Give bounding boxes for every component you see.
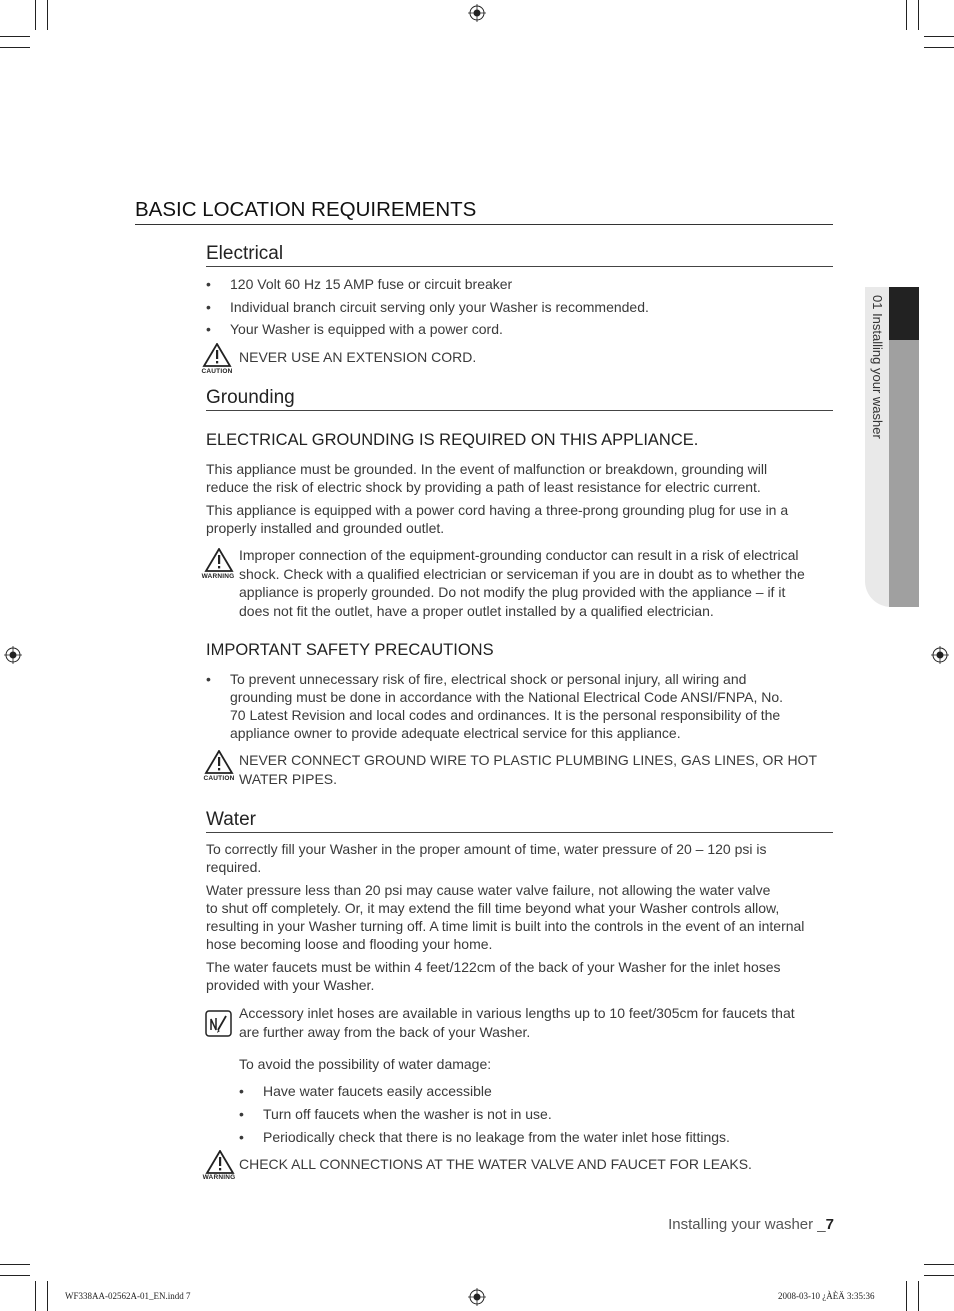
note-icon: [205, 1010, 232, 1037]
slug-timestamp: 2008-03-10 ¿ÀÈÄ 3:35:36: [778, 1291, 875, 1301]
crop-mark: [0, 36, 30, 37]
footer-section: Installing your washer _: [668, 1216, 826, 1233]
section-title-water: Water: [206, 809, 833, 833]
paragraph: To correctly fill your Washer in the proper amount of time, water pressure of 20 – 120 psi is required.: [206, 841, 767, 875]
caution-text: NEVER CONNECT GROUND WIRE TO PLASTIC PLUMBING LINES, GAS LINES, OR HOT WATER PIPES.: [239, 752, 817, 787]
caution-label: CAUTION: [203, 775, 235, 782]
subheading: ELECTRICAL GROUNDING IS REQUIRED ON THIS APPLIANCE.: [206, 431, 699, 449]
crop-mark: [0, 1275, 30, 1276]
crop-mark: [924, 1264, 954, 1265]
side-tab-label: 01 Installing your washer: [870, 295, 885, 439]
section-title-grounding: Grounding: [206, 387, 833, 411]
caution-icon: [204, 750, 234, 774]
paragraph: This appliance is equipped with a power cord having a three-prong grounding plug for use in a properly installed and grounded outlet.: [206, 502, 789, 536]
registration-mark-icon: [931, 646, 949, 664]
registration-mark-icon: [468, 1288, 486, 1306]
crop-mark: [924, 1275, 954, 1276]
subheading: IMPORTANT SAFETY PRECAUTIONS: [206, 641, 494, 659]
warning-text: CHECK ALL CONNECTIONS AT THE WATER VALVE AND FAUCET FOR LEAKS.: [239, 1156, 752, 1172]
crop-mark: [924, 47, 954, 48]
warning-text: Improper connection of the equipment-grounding conductor can result in a risk of electrical shock. Check with a qualified electrician or serviceman if you are in doubt as to whether the appliance is properly grounded. Do not modify the plug provided with the appliance – if it does not fit the outlet, have a proper outlet installed by a qualified electrician.: [239, 547, 805, 619]
crop-mark: [47, 0, 48, 30]
registration-mark-icon: [468, 4, 486, 22]
warning-icon: [204, 548, 234, 572]
caution-text: NEVER USE AN EXTENSION CORD.: [239, 349, 477, 365]
registration-mark-icon: [4, 646, 22, 664]
crop-mark: [924, 36, 954, 37]
caution-icon: [202, 343, 232, 367]
warning-label: WARNING: [202, 1174, 236, 1181]
crop-mark: [918, 0, 919, 30]
paragraph: The water faucets must be within 4 feet/122cm of the back of your Washer for the inlet hoses provided with your Washer.: [206, 959, 781, 993]
page-footer: [668, 1216, 834, 1233]
slug-file: WF338AA-02562A-01_EN.indd 7: [65, 1291, 191, 1301]
page-number: 7: [825, 1216, 834, 1233]
section-title-electrical: Electrical: [206, 243, 833, 267]
crop-mark: [47, 1281, 48, 1311]
paragraph: Water pressure less than 20 psi may cause water valve failure, not allowing the water valve to shut off completely. Or, it may extend the fill time beyond what your Washer controls allow, resulting in your Washer turning off. A time limit is built into the controls in the event of an internal hose becoming loose and flooding your home.: [206, 882, 805, 952]
side-tab-marker: [889, 287, 919, 340]
crop-mark: [35, 0, 36, 30]
crop-mark: [0, 47, 30, 48]
note-intro: To avoid the possibility of water damage:: [239, 1056, 492, 1072]
warning-icon: [205, 1150, 235, 1174]
crop-mark: [0, 1264, 30, 1265]
crop-mark: [906, 1281, 907, 1311]
crop-mark: [918, 1281, 919, 1311]
warning-label: WARNING: [201, 573, 235, 580]
crop-mark: [35, 1281, 36, 1311]
crop-mark: [906, 0, 907, 30]
paragraph: This appliance must be grounded. In the event of malfunction or breakdown, grounding will reduce the risk of electric shock by providing a path of least resistance for electric current.: [206, 461, 768, 495]
page-title: BASIC LOCATION REQUIREMENTS: [135, 198, 833, 225]
caution-label: CAUTION: [201, 368, 233, 375]
note-text: Accessory inlet hoses are available in various lengths up to 10 feet/305cm for faucets that are further away from the back of your Washer.: [239, 1005, 795, 1040]
